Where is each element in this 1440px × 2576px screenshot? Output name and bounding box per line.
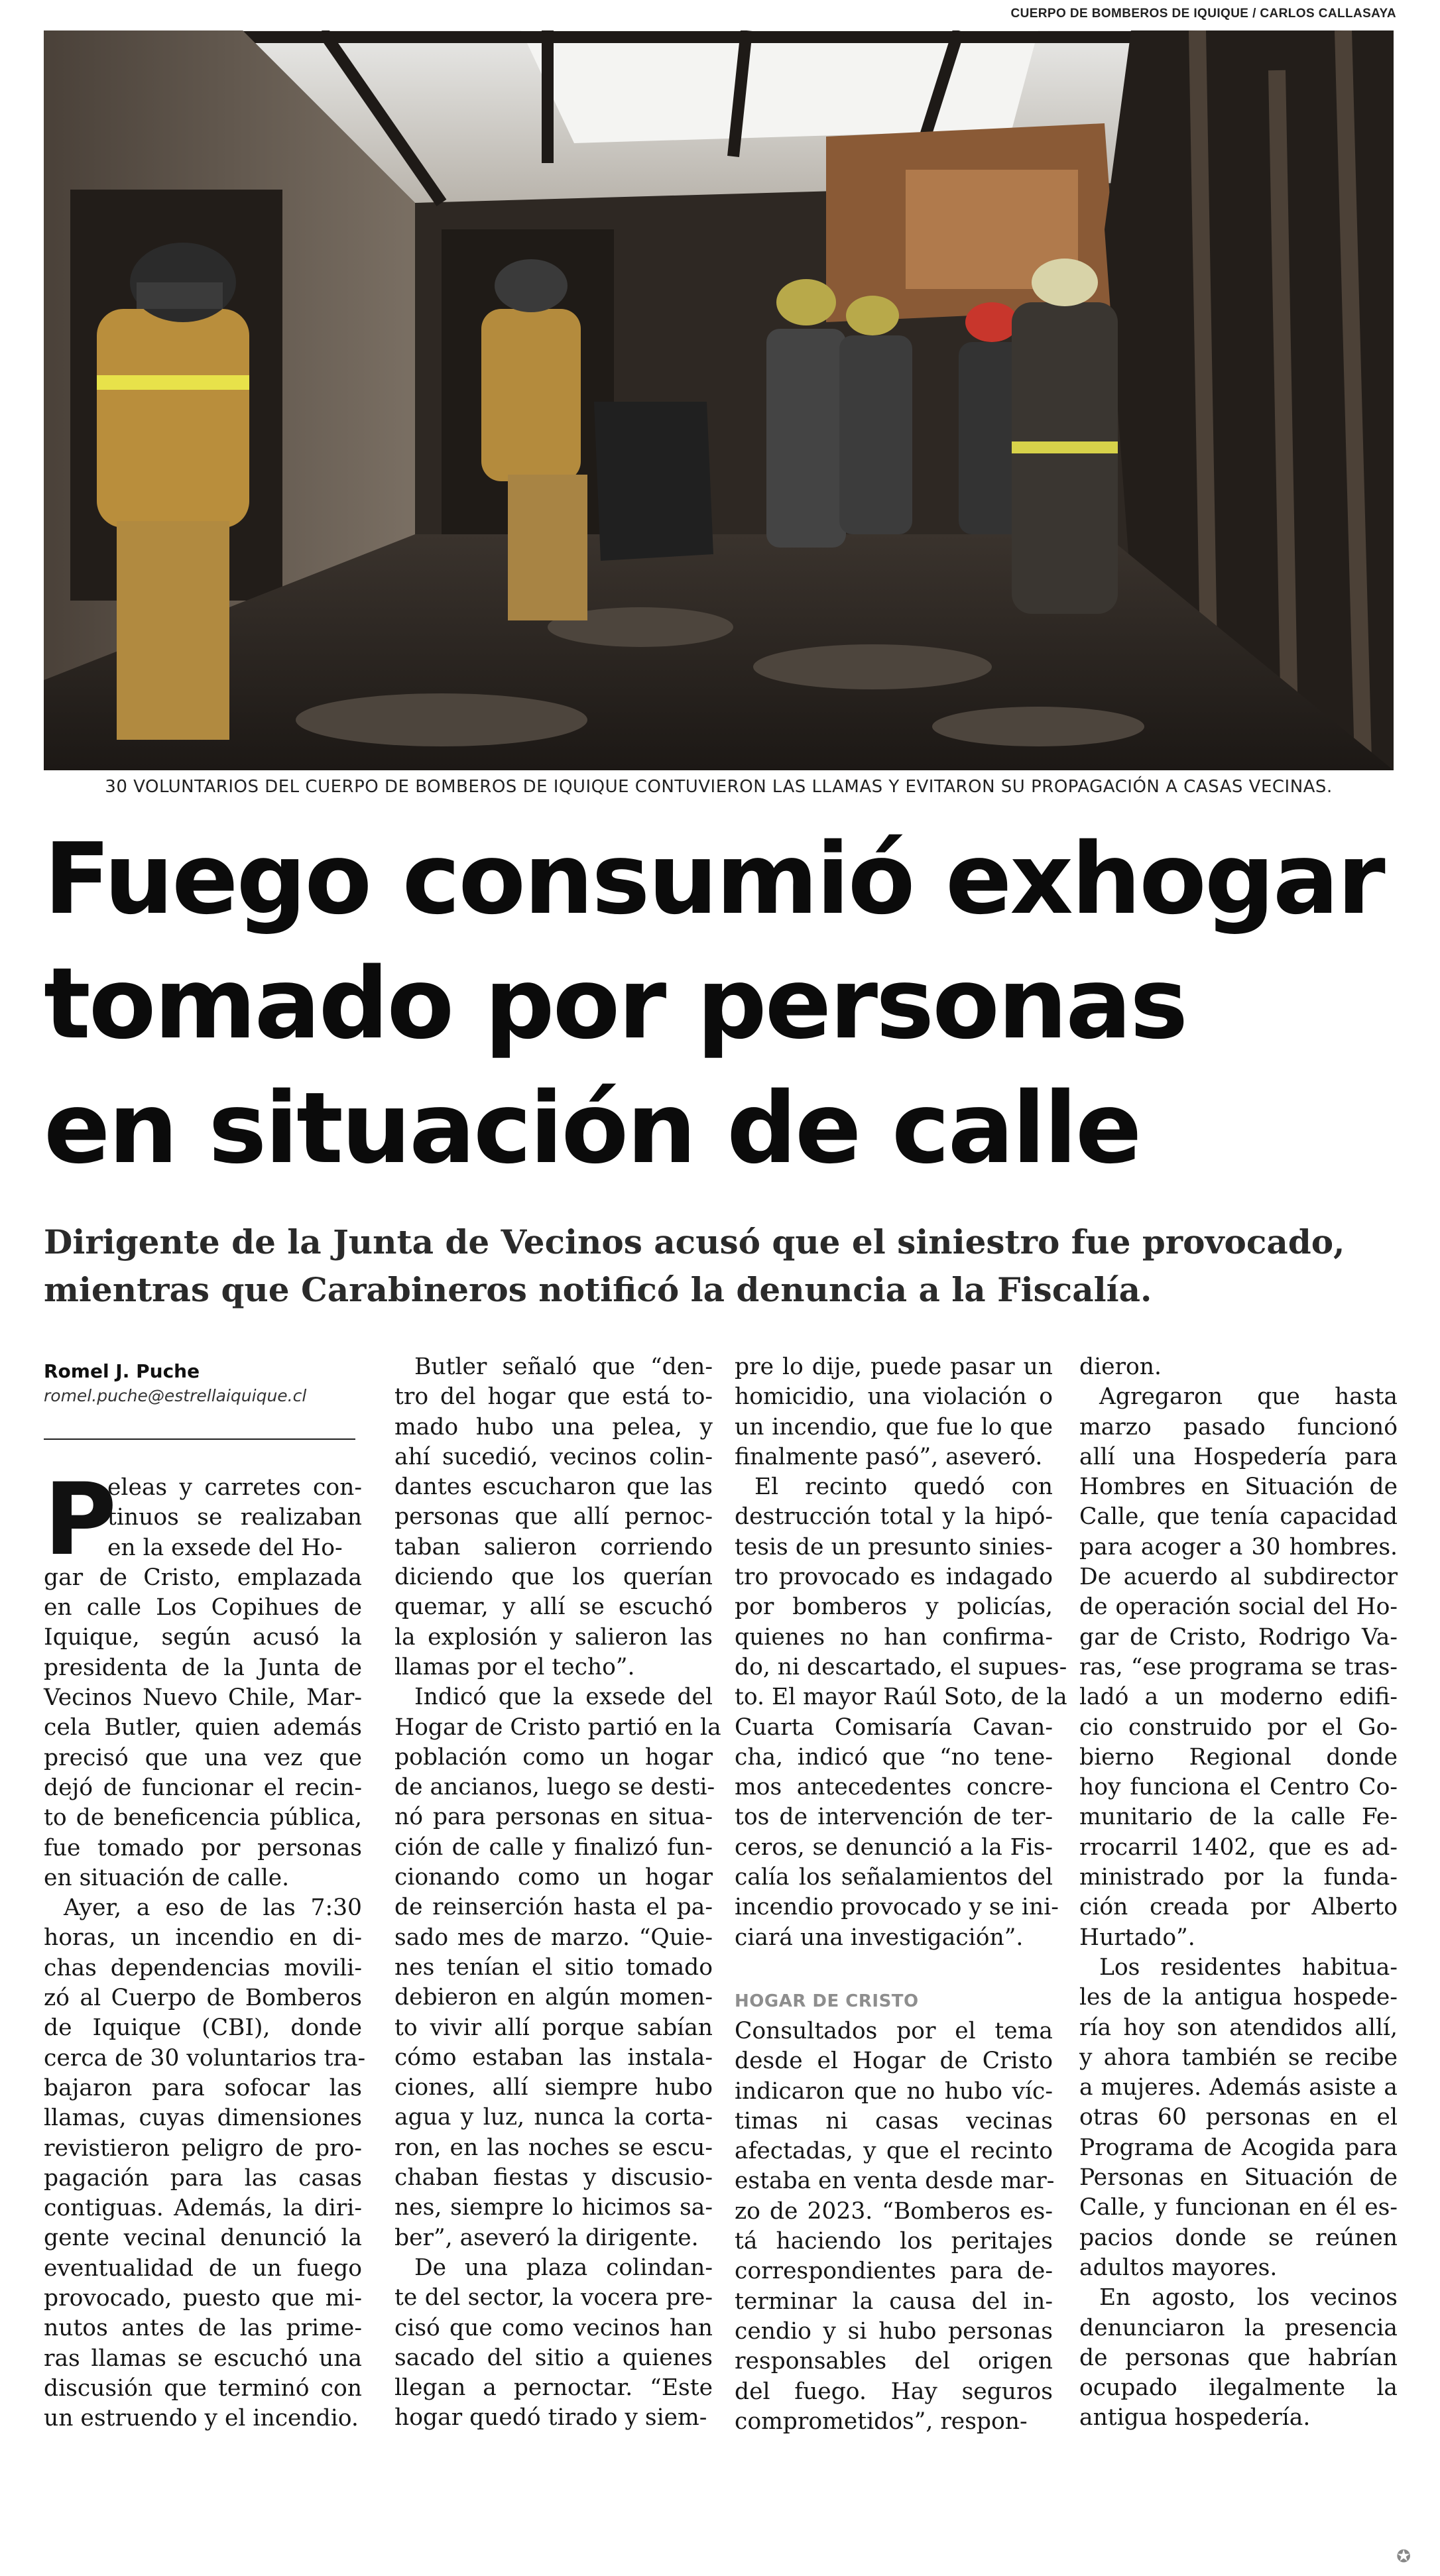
article-text-line: afectadas, y que el recinto (735, 2138, 1053, 2165)
article-text-line: Hurtado”. (1079, 1924, 1195, 1951)
article-text-line: adultos mayores. (1079, 2254, 1278, 2281)
article-text-line: Hogar de Cristo partió en la (394, 1714, 721, 1741)
article-text-line: gar de Cristo, Rodrigo Va- (1079, 1623, 1398, 1651)
article-text-line: pagación para las casas (44, 2164, 362, 2192)
article-text-line: dejó de funcionar el recin- (44, 1774, 362, 1801)
article-text-line: horas, un incendio en di- (44, 1924, 362, 1952)
firefighter-figure (97, 243, 249, 740)
article-text-line: llamas, cuyas dimensiones (44, 2105, 362, 2132)
article-text-line: tinuos se realizaban (107, 1504, 362, 1531)
article-text-line: El recinto quedó con (754, 1474, 1053, 1501)
article-text-line: precisó que una vez que (44, 1744, 362, 1771)
article-text-line: ber”, aseveró la dirigente. (394, 2224, 699, 2251)
article-text-line: ron, en las noches se escu- (394, 2134, 713, 2161)
article-text-line: chas dependencias movili- (44, 1954, 362, 1981)
article-text-line: ocupado ilegalmente la (1079, 2374, 1398, 2402)
article-text-line: hoy funciona el Centro Co- (1079, 1774, 1398, 1801)
article-text-line: comprometidos”, respon- (735, 2408, 1028, 2435)
article-text-line: tá haciendo los peritajes (735, 2228, 1053, 2255)
article-text-line: de operación social del Ho- (1079, 1594, 1398, 1621)
article-text-line: presidenta de la Junta de (44, 1654, 362, 1681)
headline-line: tomado por personas (44, 947, 1187, 1061)
article-text-line: ción de calle y finalizó fun- (394, 1834, 713, 1861)
photo-caption: 30 VOLUNTARIOS DEL CUERPO DE BOMBEROS DE IQUIQUE CONTUVIERON LAS LLAMAS Y EVITARON SU PROPAGACIÓN A CASAS VECINAS. (105, 777, 1333, 797)
article-text-line: cisó que como vecinos han (394, 2314, 713, 2341)
article-text-line: contiguas. Además, la diri- (44, 2195, 362, 2222)
article-text-line: discusión que terminó con (44, 2374, 362, 2402)
article-text-line: ría hoy son atendidos allí, (1079, 2014, 1398, 2041)
article-text-line: bierno Regional donde (1079, 1743, 1398, 1771)
article-text-line: cio construido por el Go- (1079, 1714, 1398, 1741)
article-text-line: llegan a pernoctar. “Este (394, 2374, 713, 2402)
article-text-line: Indicó que la exsede del (414, 1684, 713, 1711)
article-text-line: homicidio, una violación o (735, 1383, 1053, 1411)
article-text-line: mado hubo una pelea, y (394, 1413, 713, 1440)
article-text-line: rrocarril 1402, que es ad- (1079, 1834, 1398, 1861)
article-text-line: sacado del sitio a quienes (394, 2344, 713, 2371)
article-text-line: de reinserción hasta el pa- (394, 1894, 713, 1921)
article-column-4 (1079, 1352, 1398, 2433)
article-text-line: zó al Cuerpo de Bomberos (44, 1985, 362, 2012)
article-text-line: fue tomado por personas (44, 1834, 362, 1861)
article-text-line: bajaron para sofocar las (44, 2074, 362, 2101)
article-text-line: allí una Hospedería para (1079, 1443, 1398, 1470)
article-text-line: tesis de un presunto sinies- (735, 1533, 1053, 1560)
headline-line: Fuego consumió exhogar (44, 822, 1384, 936)
drop-cap: P (44, 1462, 117, 1578)
article-text-line: eventualidad de un fuego (44, 2254, 362, 2282)
article-text-line: sado mes de marzo. “Quie- (394, 1924, 713, 1951)
article-text-line: a mujeres. Además asiste a (1079, 2074, 1398, 2101)
article-text-line: De una plaza colindan- (414, 2254, 713, 2281)
article-text-line: correspondientes para de- (735, 2258, 1053, 2285)
article-text-line: gar de Cristo, emplazada (44, 1564, 362, 1591)
article-text-line: ras, “ese programa se tras- (1079, 1653, 1398, 1680)
article-text-line: personas que allí pernoc- (394, 1503, 713, 1531)
article-text-line: cómo estaban las instala- (394, 2044, 713, 2071)
article-text-line: ciones, allí siempre hubo (394, 2074, 713, 2101)
article-text-line: calía los señalamientos del (735, 1864, 1053, 1891)
article-text-line: indicaron que no hubo víc- (735, 2078, 1053, 2105)
deck-line: mientras que Carabineros notificó la denuncia a la Fiscalía. (44, 1270, 1152, 1309)
article-text-line: finalmente pasó”, aseveró. (735, 1443, 1043, 1470)
section-subhead: HOGAR DE CRISTO (735, 1991, 919, 2011)
article-text-line: En agosto, los vecinos (1099, 2284, 1398, 2312)
article-text-line: y ahora también se recibe (1079, 2044, 1398, 2071)
article-text-line: munitario de la calle Fe- (1079, 1804, 1398, 1831)
deck-line: Dirigente de la Junta de Vecinos acusó que el siniestro fue provocado, (44, 1222, 1345, 1261)
article-text-line: Programa de Acogida para (1079, 2134, 1398, 2161)
article-text-line: destrucción total y la hipó- (735, 1503, 1053, 1531)
article-text-line: pacios donde se reúnen (1079, 2224, 1398, 2251)
article-text-line: to. El mayor Raúl Soto, de la (735, 1684, 1067, 1711)
article-text-line: ministrado por la funda- (1079, 1864, 1398, 1891)
article-text-line: un incendio, que fue lo que (735, 1413, 1053, 1440)
deck-subtitle (44, 1218, 1396, 1314)
article-text-line: de Iquique (CBI), donde (44, 2015, 362, 2042)
article-text-line: to vivir allí porque sabían (394, 2014, 713, 2041)
article-text-line: ras llamas se escuchó una (44, 2345, 362, 2372)
article-text-line: debieron en algún momen- (394, 1984, 713, 2011)
article-text-line: les de la antigua hospede- (1079, 1984, 1398, 2011)
article-text-line: gente vecinal denunció la (44, 2225, 362, 2252)
article-text-line: De acuerdo al subdirector (1079, 1564, 1398, 1591)
article-text-line: del fuego. Hay seguros (735, 2378, 1053, 2405)
article-text-line: Consultados por el tema (735, 2017, 1053, 2044)
article-column-3 (735, 1352, 1067, 2437)
article-text-line: cendio y si hubo personas (735, 2317, 1053, 2345)
article-text-line: agua y luz, nunca la corta- (394, 2104, 713, 2131)
article-text-line: de personas que habrían (1079, 2344, 1398, 2371)
byline-divider (44, 1438, 355, 1440)
article-text-line: Agregaron que hasta (1099, 1383, 1398, 1411)
article-text-line: zo de 2023. “Bomberos es- (735, 2197, 1053, 2225)
article-text-line: hogar quedó tirado y siem- (394, 2404, 707, 2431)
article-text-line: dantes escucharon que las (394, 1474, 713, 1501)
headline (44, 817, 1396, 1191)
article-text-line: timas ni casas vecinas (735, 2107, 1053, 2135)
article-text-line: ciará una investigación”. (735, 1924, 1024, 1951)
article-text-line: tro del hogar que está to- (394, 1383, 713, 1411)
article-text-line: nes, siempre lo hicimos sa- (394, 2194, 713, 2221)
article-text-line: pre lo dije, puede pasar un (735, 1354, 1053, 1380)
article-text-line: ladó a un moderno edifi- (1079, 1684, 1398, 1711)
article-text-line: incendio provocado y se ini- (735, 1894, 1059, 1921)
article-text-line: chaban fiestas y discusio- (394, 2164, 713, 2192)
article-text-line: cela Butler, quien además (44, 1714, 362, 1741)
article-text-line: dieron. (1079, 1354, 1162, 1380)
article-text-line: Butler señaló que “den- (414, 1354, 713, 1380)
article-text-line: para acoger a 30 hombres. (1079, 1533, 1398, 1560)
article-text-line: estaba en venta desde mar- (735, 2168, 1055, 2195)
article-text-line: terminar la causa del in- (735, 2288, 1053, 2315)
byline-email[interactable]: romel.puche@estrellaiquique.cl (44, 1386, 307, 1405)
article-text-line: Calle, y funcionan en él es- (1079, 2194, 1398, 2221)
article-text-line: Los residentes habitua- (1099, 1954, 1398, 1981)
article-text-line: diciendo que los querían (394, 1564, 713, 1591)
article-text-line: Cuarta Comisaría Cavan- (735, 1714, 1053, 1741)
article-text-line: marzo pasado funcionó (1079, 1413, 1398, 1440)
article-text-line: to de beneficencia pública, (44, 1804, 362, 1832)
article-text-line: ceros, se denunció a la Fis- (735, 1834, 1053, 1861)
article-text-line: Calle, que tenía capacidad (1079, 1503, 1398, 1531)
article-column-2 (394, 1352, 721, 2433)
article-text-line: tos de intervención de ter- (735, 1804, 1053, 1831)
article-text-line: nutos antes de las prime- (44, 2315, 362, 2342)
article-text-line: la explosión y salieron las (394, 1623, 713, 1651)
article-text-line: de ancianos, luego se desti- (394, 1774, 715, 1801)
article-text-line: Vecinos Nuevo Chile, Mar- (44, 1684, 362, 1712)
article-text-line: tro provocado es indagado (735, 1564, 1053, 1591)
article-text-line: ción creada por Alberto (1079, 1894, 1398, 1921)
article-text-line: antigua hospedería. (1079, 2404, 1311, 2431)
article-text-line: ahí sucedió, vecinos colin- (394, 1443, 713, 1470)
article-text-line: cha, indicó que “no tene- (735, 1743, 1053, 1771)
burned-building-illustration (44, 30, 1394, 770)
article-text-line: eleas y carretes con- (107, 1474, 362, 1501)
article-text-line: en calle Los Copihues de (44, 1594, 362, 1621)
article-text-line: do, ni descartado, el supues- (735, 1653, 1067, 1680)
article-text-line: provocado, puesto que mi- (44, 2285, 362, 2312)
article-text-line: Hombres en Situación de (1079, 1474, 1398, 1501)
article-text-line: quemar, y allí se escuchó (394, 1594, 713, 1621)
article-text-line: taban salieron corriendo (394, 1533, 713, 1560)
article-text-line: mos antecedentes concre- (735, 1774, 1053, 1801)
article-text-line: cionando como un hogar (394, 1864, 713, 1891)
article-text-line: nes tenían el sitio tomado (394, 1954, 713, 1981)
article-text-line: población como un hogar (394, 1743, 713, 1771)
article-text-line: un estruendo y el incendio. (44, 2405, 359, 2432)
article-text-line: Ayer, a eso de las 7:30 (64, 1895, 362, 1922)
article-text-line: por bomberos y policías, (735, 1594, 1053, 1621)
byline-author: Romel J. Puche (44, 1360, 200, 1382)
article-text-line: llamas por el techo”. (394, 1653, 635, 1680)
article-text-line: te del sector, la vocera pre- (394, 2284, 713, 2312)
article-text-line: Iquique, según acusó la (44, 1624, 362, 1651)
article-text-line: otras 60 personas en el (1079, 2104, 1398, 2131)
firefighters-photo (44, 30, 1394, 770)
article-text-line: nó para personas en situa- (394, 1804, 713, 1831)
article-column-1 (44, 1352, 366, 2434)
article-text-line: en la exsede del Ho- (107, 1534, 343, 1561)
article-text-line: Personas en Situación de (1079, 2164, 1398, 2192)
article-text-line: desde el Hogar de Cristo (735, 2048, 1053, 2075)
star-circle-icon: ✪ (1396, 2547, 1411, 2567)
article-text-line: revistieron peligro de pro- (44, 2135, 362, 2162)
headline-line: en situación de calle (44, 1071, 1140, 1185)
article-text-line: cerca de 30 voluntarios tra- (44, 2044, 366, 2072)
article-text-line: quienes no han confirma- (735, 1623, 1053, 1651)
article-text-line: denunciaron la presencia (1079, 2314, 1398, 2341)
article-text-line: en situación de calle. (44, 1864, 290, 1891)
article-text-line: responsables del origen (735, 2348, 1053, 2375)
photo-credit: CUERPO DE BOMBEROS DE IQUIQUE / CARLOS CALLASAYA (1010, 7, 1396, 21)
